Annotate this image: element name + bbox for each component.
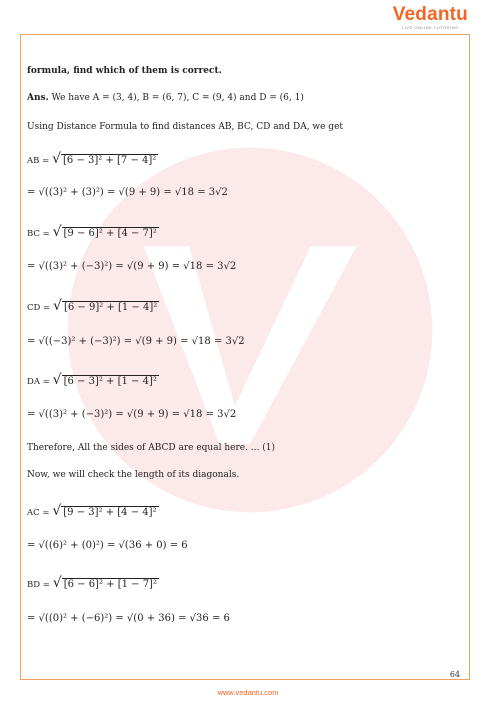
logo-brand: Vedantu (392, 4, 468, 25)
bc-radicand: [9 − 6]² + [4 − 7]² (63, 228, 157, 239)
bd-row (27, 574, 159, 592)
bc-row (27, 223, 159, 241)
ac-label: AC = (27, 508, 50, 518)
bd-radical-sign: √ (52, 575, 62, 591)
cd-result: = √((−3)² + (−3)²) = √(9 + 9) = √18 = 3√2 (27, 336, 245, 347)
answer-text: We have A = (3, 4), B = (6, 7), C = (9, 4) and D = (6, 1) (48, 93, 304, 103)
cd-radicand: [6 − 9]² + [1 − 4]² (63, 302, 158, 313)
answer-label: Ans. (27, 93, 49, 103)
footer-url[interactable]: www.vedantu.com (217, 688, 279, 697)
vedantu-logo (393, 4, 468, 30)
da-row (27, 371, 159, 389)
ac-result: = √((6)² + (0)²) = √(36 + 0) = 6 (27, 540, 188, 551)
ab-radical-sign: √ (52, 151, 62, 167)
logo-tagline: LIVE ONLINE TUTORING (402, 25, 459, 30)
distance-intro: Using Distance Formula to find distances AB, BC, CD and DA, we get (27, 122, 344, 132)
bc-label: BC = (27, 229, 50, 239)
da-result: = √((3)² + (−3)²) = √(9 + 9) = √18 = 3√2 (27, 409, 237, 420)
ab-row (27, 150, 158, 168)
answer-line (27, 93, 304, 105)
bd-radicand: [6 − 6]² + [1 − 7]² (63, 579, 157, 590)
intro-line: formula, find which of them is correct. (27, 66, 222, 76)
da-label: DA = (27, 377, 50, 387)
bd-result: = √((0)² + (−6)²) = √(0 + 36) = √36 = 6 (27, 613, 230, 624)
da-radical-sign: √ (52, 372, 62, 388)
ab-result: = √((3)² + (3)²) = √(9 + 9) = √18 = 3√2 (27, 187, 228, 198)
therefore-line: Therefore, All the sides of ABCD are equal here. ... (1) (27, 443, 275, 453)
bd-label: BD = (27, 580, 50, 590)
diagonals-line: Now, we will check the length of its diagonals. (27, 470, 240, 480)
da-radicand: [6 − 3]² + [1 − 4]² (63, 376, 157, 387)
ac-radical-sign: √ (52, 503, 62, 519)
ac-row (27, 502, 159, 520)
cd-label: CD = (27, 303, 51, 313)
ab-radicand: [6 − 3]² + [7 − 4]² (63, 155, 157, 166)
bc-result: = √((3)² + (−3)²) = √(9 + 9) = √18 = 3√2 (27, 261, 237, 272)
cd-radical-sign: √ (53, 298, 62, 314)
cd-row (27, 297, 159, 315)
ab-label: AB = (27, 156, 50, 166)
page-number: 64 (449, 670, 460, 679)
ac-radicand: [9 − 3]² + [4 − 4]² (63, 507, 157, 518)
bc-radical-sign: √ (52, 224, 62, 240)
